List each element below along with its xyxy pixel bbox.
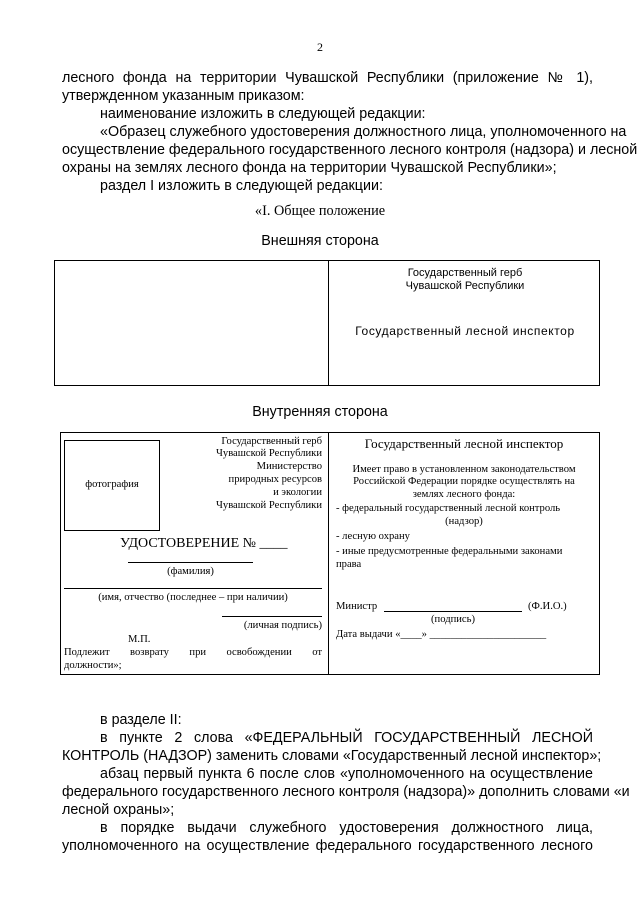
seal-label: М.П.	[128, 634, 151, 645]
section-title: «I. Общее положение	[254, 203, 386, 219]
text-line: «Образец служебного удостоверения должностного лица, уполномоченного на	[100, 124, 627, 140]
ministry-line: Чувашской Республики	[216, 448, 322, 459]
page-number: 2	[317, 40, 323, 54]
return-note: Подлежит возврату при освобождении от	[64, 647, 322, 658]
inner-divider	[328, 432, 329, 675]
text-line: наименование изложить в следующей редакции:	[100, 106, 426, 122]
sign-caption: (подпись)	[431, 614, 475, 625]
ministry-line: Государственный герб	[221, 436, 322, 447]
photo-label: фотография	[85, 479, 139, 490]
signature-caption: (личная подпись)	[243, 620, 322, 631]
outer-divider	[328, 260, 329, 386]
text-line: утвержденном указанным приказом:	[62, 88, 305, 104]
outer-coat-line1: Государственный герб	[407, 267, 523, 279]
text-line: в порядке выдачи служебного удостоверения должностного лица,	[100, 820, 593, 836]
inspector-title: Государственный лесной инспектор	[364, 436, 564, 451]
text-line: лесного фонда на территории Чувашской Республики (приложение № 1),	[62, 70, 593, 86]
outer-coat-line2: Чувашской Республики	[405, 280, 525, 292]
outer-inspector-title: Государственный лесной инспектор	[355, 324, 575, 338]
ministry-line: и экологии	[273, 487, 322, 498]
text-line: уполномоченного на осуществление федерального государственного лесного	[62, 838, 593, 854]
rights-line: землях лесного фонда:	[412, 489, 516, 500]
certificate-title: УДОСТОВЕРЕНИЕ № ____	[120, 536, 288, 551]
surname-line	[128, 562, 253, 563]
text-line: осуществление федерального государственного лесного контроля (надзора) и лесной	[62, 142, 638, 158]
fio-caption: (Ф.И.О.)	[528, 601, 567, 612]
name-caption: (имя, отчество (последнее – при наличии)	[98, 592, 288, 603]
text-line: в разделе II:	[100, 712, 182, 728]
text-line: охраны на землях лесного фонда на территории Чувашской Республики»;	[62, 160, 557, 176]
text-line: раздел I изложить в следующей редакции:	[100, 178, 383, 194]
minister-label: Министр	[336, 601, 378, 612]
text-line: КОНТРОЛЬ (НАДЗОР) заменить словами «Государственный лесной инспектор»;	[62, 748, 602, 764]
issue-date: Дата выдачи «____» ______________________	[336, 629, 547, 640]
text-line: лесной охраны»;	[62, 802, 175, 818]
minister-sign-line	[384, 611, 522, 612]
rights-line: права	[336, 559, 362, 570]
signature-line	[222, 616, 322, 617]
rights-line: - лесную охрану	[336, 531, 410, 542]
inner-side-heading: Внутренняя сторона	[252, 404, 388, 420]
text-line: абзац первый пункта 6 после слов «уполномоченного на осуществление	[100, 766, 593, 782]
text-line: федерального государственного лесного контроля (надзора)» дополнить словами «и	[62, 784, 630, 800]
name-line	[64, 588, 322, 589]
rights-line: Имеет право в установленном законодательством	[352, 464, 576, 475]
rights-line: (надзор)	[445, 516, 483, 527]
ministry-line: Чувашской Республики	[216, 500, 322, 511]
rights-line: - федеральный государственный лесной контроль	[336, 503, 561, 514]
text-line: в пункте 2 слова «ФЕДЕРАЛЬНЫЙ ГОСУДАРСТВЕННЫЙ ЛЕСНОЙ	[100, 730, 593, 746]
return-note-end: должности»;	[64, 660, 122, 671]
outer-side-heading: Внешняя сторона	[261, 233, 379, 249]
ministry-line: Министерство	[256, 461, 322, 472]
rights-line: - иные предусмотренные федеральными законами	[336, 546, 563, 557]
ministry-line: природных ресурсов	[228, 474, 322, 485]
surname-caption: (фамилия)	[167, 566, 214, 577]
rights-line: Российской Федерации порядке осуществлять на	[353, 476, 575, 487]
